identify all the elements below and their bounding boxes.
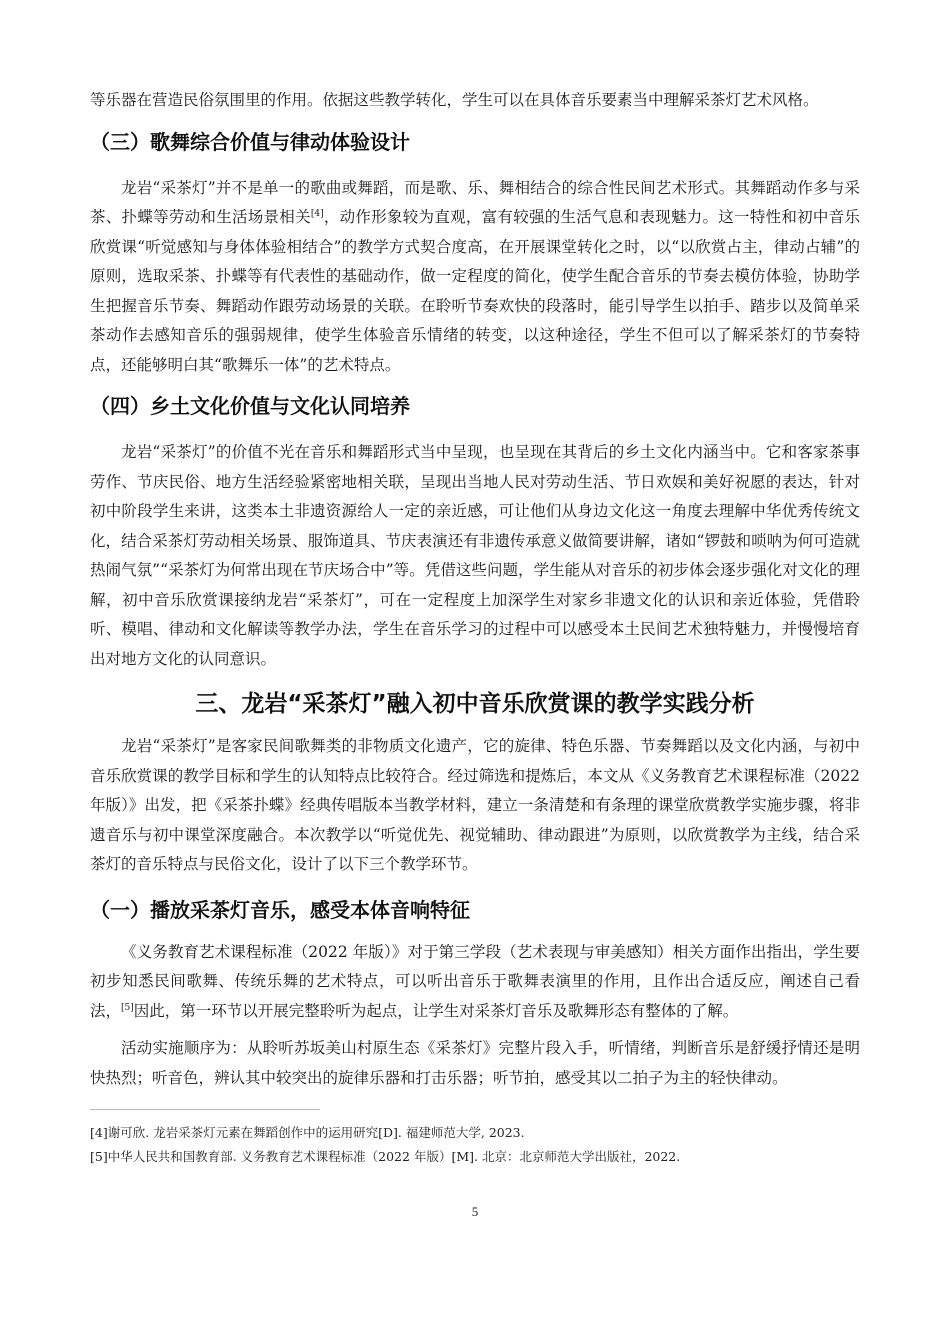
- chapter-heading: 三、龙岩“采茶灯”融入初中音乐欣赏课的教学实践分析: [195, 691, 755, 717]
- paragraph-local-culture: 龙岩“采茶灯”的价值不光在音乐和舞蹈形式当中呈现，也呈现在其背后的乡土文化内涵当中。它和客家茶事劳作、节庆民俗、地方生活经验紧密地相关联，呈现出当地人民对劳动生活、节日欢娱和美好祝愿的表达，针对初中阶段学生来讲，这类本土非遗资源给人一定的亲近感，可让他们从身边文化这一角度去理解中华优秀传统文化，结合采茶灯劳动相关场景、服饰道具、节庆表演还有非遗传承意义做简要讲解，诸如“锣鼓和唢呐为何可造就热闹气氛”“采茶灯为何常出现在节庆场合中”等。凭借这些问题，学生能从对音乐的初步体会逐步强化对文化的理解，初中音乐欣赏课接纳龙岩“采茶灯”，可在一定程度上加深学生对家乡非遗文化的认识和亲近体验，凭借聆听、模唱、律动和文化解读等教学办法，学生在音乐学习的过程中可以感受本土民间艺术独特魅力，并慢慢培育出对地方文化的认同意识。: [90, 443, 860, 668]
- citation-ref-5[interactable]: [5]: [121, 1002, 134, 1013]
- paragraph-activity: 活动实施顺序为：从聆听苏坂美山村原生态《采茶灯》完整片段入手，听情绪，判断音乐是舒缓抒情还是明快热烈；听音色，辨认其中较突出的旋律乐器和打击乐器；听节拍，感受其以二拍子为主的轻快律动。: [90, 1039, 860, 1087]
- paragraph-intro: 龙岩“采茶灯”是客家民间歌舞类的非物质文化遗产，它的旋律、特色乐器、节奏舞蹈以及文化内涵，与初中音乐欣赏课的教学目标和学生的认知特点比较符合。经过筛选和提炼后，本文从《义务教育艺术课程标准（2022 年版）》出发，把《采茶扑蝶》经典传唱版本当教学材料，建立一条清楚和有条理的课堂欣赏教学实施步骤，将非遗音乐与初中课堂深度融合。本次教学以“听觉优先、视觉辅助、律动跟进”为原则，以欣赏教学为主线，结合采茶灯的音乐特点与民俗文化，设计了以下三个教学环节。: [90, 737, 860, 873]
- section-heading-4: （四）乡土文化价值与文化认同培养: [90, 394, 410, 418]
- footnote-divider: [90, 1109, 320, 1110]
- footnote-5: [5]中华人民共和国教育部. 义务教育艺术课程标准（2022 年版）[M]. 北京：北京师范大学出版社，2022.: [90, 1149, 681, 1164]
- paragraph-curriculum: [90, 938, 860, 1027]
- paragraph-text: 龙岩“采茶灯”并不是单一的歌曲或舞蹈，而是歌、乐、舞相结合的综合性民间艺术形式。其舞蹈动作多与采茶、扑蝶等劳动和生活场景相关: [90, 178, 860, 226]
- paragraph-continuation: 等乐器在营造民俗氛围里的作用。依据这些教学转化，学生可以在具体音乐要素当中理解采茶灯艺术风格。: [90, 91, 819, 109]
- paragraph-text: ，动作形象较为直观，富有较强的生活气息和表现魅力。这一特性和初中音乐欣赏课“听觉感知与身体体验相结合”的教学方式契合度高，在开展课堂转化之时，以“以欣赏占主，律动占辅”的原则，选取采茶、扑蝶等有代表性的基础动作，做一定程度的简化，使学生配合音乐的节奏去模仿体验，协助学生把握音乐节奏、舞蹈动作跟劳动场景的关联。在聆听节奏欢快的段落时，能引导学生以拍手、踏步以及简单采茶动作去感知音乐的强弱规律，使学生体验音乐情绪的转变，以这种途径，学生不但可以了解采茶灯的节奏特点，还能够明白其“歌舞乐一体”的艺术特点。: [90, 208, 860, 374]
- page-number: 5: [471, 1204, 479, 1219]
- footnote-4: [4]谢可欣. 龙岩采茶灯元素在舞蹈创作中的运用研究[D]. 福建师范大学, 2023.: [90, 1125, 525, 1140]
- paragraph-song-dance: [90, 174, 860, 381]
- footnotes: [90, 1121, 860, 1169]
- section-heading-1: （一）播放采茶灯音乐，感受本体音响特征: [90, 897, 470, 922]
- citation-ref-4[interactable]: [4]: [310, 208, 324, 219]
- section-heading-3: （三）歌舞综合价值与律动体验设计: [90, 129, 410, 154]
- paragraph-text: 《义务教育艺术课程标准（2022 年版）》对于第三学段（艺术表现与审美感知）相关方面作出指出，学生要初步知悉民间歌舞、传统乐舞的艺术特点，可以听出音乐于歌舞表演里的作用，且作出合适反应，阐述自己看法，: [90, 942, 860, 1020]
- paragraph-text: 因此，第一环节以开展完整聆听为起点，让学生对采茶灯音乐及歌舞形态有整体的了解。: [133, 1001, 739, 1020]
